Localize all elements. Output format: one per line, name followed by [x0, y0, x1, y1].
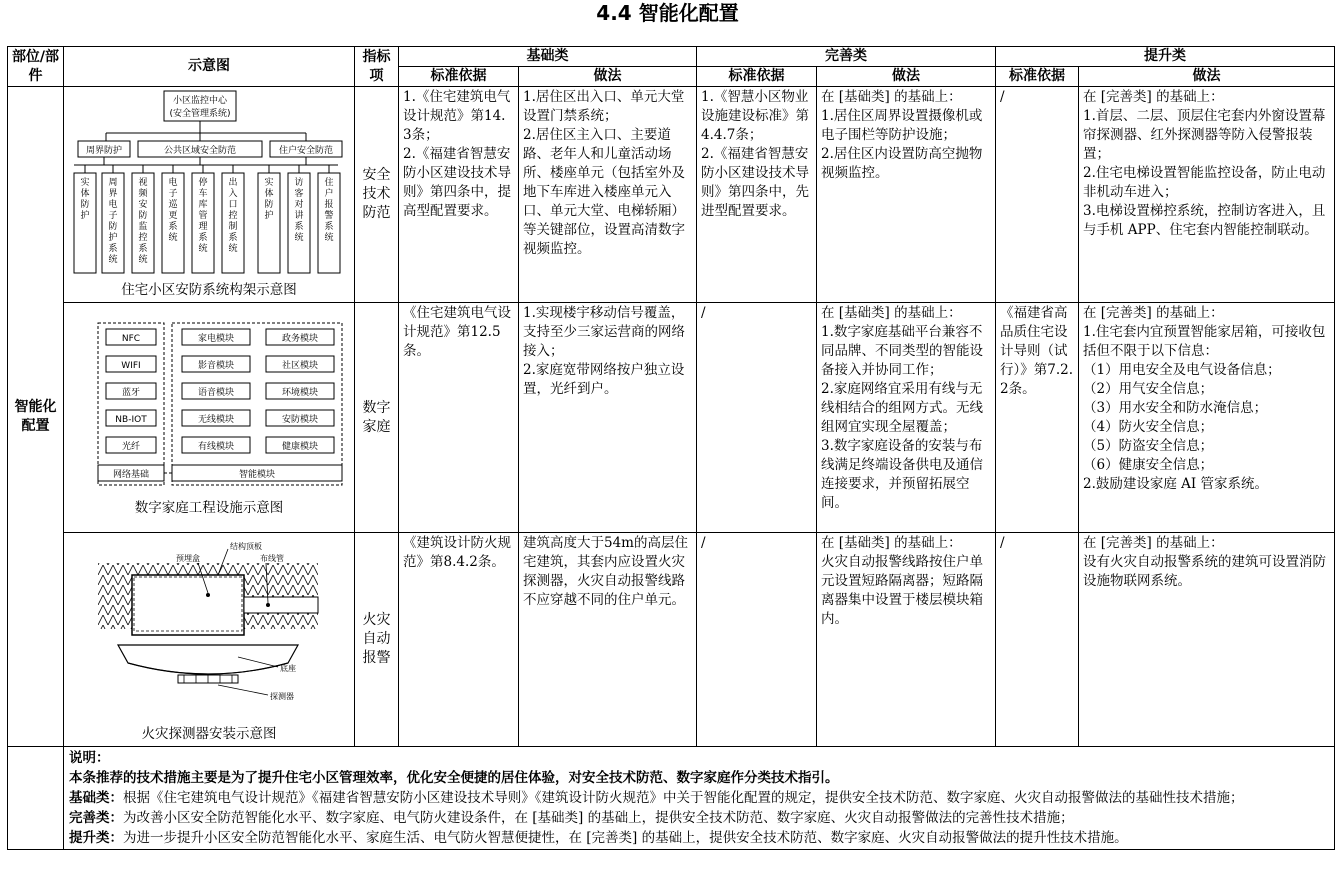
- home-module-label: 无线模块: [197, 415, 235, 425]
- improve-basis-cell: [697, 303, 817, 533]
- table-row: [8, 87, 1335, 303]
- cell-line: （1）用电安全及电气设备信息；: [1083, 362, 1281, 378]
- header-improve-method: 做法: [817, 67, 996, 87]
- cell-line: 在 [基础类] 的基础上：: [821, 535, 962, 551]
- cell-line: /: [1000, 535, 1005, 551]
- fire-label-base: 底座: [280, 664, 296, 673]
- cell-line: 建筑高度大于54m的高层住宅建筑，其套内应设置火灾探测器，火灾自动报警线路不应穿越不同的住户单元。: [523, 535, 688, 608]
- cell-line: 《建筑设计防火规范》第8.4.2条。: [403, 535, 511, 570]
- home-module-label: 家电模块: [197, 334, 235, 344]
- home-module-label: 社区模块: [281, 361, 319, 371]
- basic-method-cell: [519, 303, 697, 533]
- notes-row: [8, 747, 1335, 850]
- diagram-group-label: 公共区域安全防范: [163, 146, 237, 156]
- diagram-center-sublabel: (安全管理系统): [169, 109, 231, 119]
- home-diagram-cell: [64, 303, 355, 533]
- cell-line: /: [701, 305, 706, 321]
- basic-basis-cell: [399, 533, 519, 747]
- notes-improve-label: 完善类：: [69, 810, 123, 826]
- home-module-label: 光纤: [121, 442, 141, 452]
- cell-line: 1.《住宅建筑电气设计规范》第14.3条；: [403, 89, 511, 143]
- diagram-leaf-label: 视频安防监控系统: [138, 178, 148, 265]
- spec-table: [7, 46, 1335, 850]
- cell-line: 2.住宅电梯设置智能监控设备，防止电动非机动车进入；: [1083, 165, 1326, 200]
- cell-line: 1.首层、二层、顶层住宅套内外窗设置幕帘探测器、红外探测器等防入侵警报装置；: [1083, 108, 1326, 162]
- cell-line: 火灾自动报警线路按住户单元设置短路隔离器；短路隔离器集中设置于楼层模块箱内。: [821, 554, 983, 627]
- page-title: 4.4 智能化配置: [596, 1, 739, 25]
- cell-line: （2）用气安全信息；: [1083, 381, 1214, 397]
- cell-line: 1.住宅套内宜预置智能家居箱，可接收包括但不限于以下信息：: [1083, 324, 1326, 359]
- notes-heading: 说明：: [69, 750, 110, 766]
- upgrade-basis-cell: [996, 533, 1079, 747]
- cell-line: （6）健康安全信息；: [1083, 457, 1214, 473]
- cell-line: /: [701, 535, 706, 551]
- part-name: 智能化配置: [8, 87, 64, 747]
- cell-line: 在 [完善类] 的基础上：: [1083, 89, 1224, 105]
- cell-line: 1.居住区出入口、单元大堂设置门禁系统；: [523, 89, 685, 124]
- basic-method-cell: [519, 533, 697, 747]
- diagram-caption: 住宅小区安防系统构架示意图: [121, 282, 297, 298]
- fire-label-roof: 结构顶板: [230, 542, 262, 551]
- cell-line: 在 [完善类] 的基础上：: [1083, 305, 1224, 321]
- cell-line: 1.数字家庭基础平台兼容不同品牌、不同类型的智能设备接入并协同工作；: [821, 324, 983, 378]
- header-upgrade: 提升类: [996, 47, 1335, 67]
- index-item: 火灾自动报警: [355, 533, 399, 747]
- header-basic: 基础类: [399, 47, 697, 67]
- fire-label-conduit: 布线管: [260, 554, 284, 563]
- upgrade-method-cell: [1079, 303, 1335, 533]
- network-base-label: 网络基础: [112, 470, 150, 480]
- diagram-center-label: 小区监控中心: [172, 96, 228, 106]
- cell-line: （4）防火安全信息；: [1083, 419, 1214, 435]
- home-module-label: NFC: [121, 334, 141, 344]
- home-module-label: 环境模块: [281, 388, 319, 398]
- header-improve-basis: 标准依据: [697, 67, 817, 87]
- header-improve: 完善类: [697, 47, 996, 67]
- cell-line: 1.居住区周界设置摄像机或电子围栏等防护设施；: [821, 108, 983, 143]
- cell-line: 2.鼓励建设家庭 AI 管家系统。: [1083, 476, 1269, 492]
- fire-label-box: 预埋盒: [176, 554, 200, 563]
- upgrade-basis-cell: [996, 87, 1079, 303]
- fire-label-detector: 探测器: [270, 692, 294, 701]
- notes-upgrade-text: 为进一步提升小区安全防范智能化水平、家庭生活、电气防火智慧便捷性，在 [完善类] 的基础上，提供安全技术防范、数字家庭、火灾自动报警做法的提升性技术措施。: [123, 830, 1128, 846]
- fire-detector-diagram: [68, 535, 350, 719]
- cell-line: 2.《福建省智慧安防小区建设技术导则》第四条中，先进型配置要求。: [701, 146, 809, 219]
- improve-method-cell: [817, 87, 996, 303]
- fire-diagram-cell: [64, 533, 355, 747]
- security-architecture-diagram: [68, 89, 350, 275]
- diagram-leaf-label: 出入口控制系统: [228, 178, 238, 254]
- home-module-label: 蓝牙: [121, 388, 141, 398]
- header-basic-method: 做法: [519, 67, 697, 87]
- improve-method-cell: [817, 303, 996, 533]
- cell-line: /: [1000, 89, 1005, 105]
- cell-line: 在 [基础类] 的基础上：: [821, 89, 962, 105]
- notes-upgrade-label: 提升类：: [69, 830, 123, 846]
- header-index: 指标项: [355, 47, 399, 87]
- diagram-leaf-label: 停车库管理系统: [198, 178, 208, 254]
- cell-line: 2.居住区内设置防高空抛物视频监控。: [821, 146, 983, 181]
- cell-line: 设有火灾自动报警系统的建筑可设置消防设施物联网系统。: [1083, 554, 1326, 589]
- header-upgrade-basis: 标准依据: [996, 67, 1079, 87]
- diagram-leaf-label: 实体防护: [264, 178, 274, 221]
- diagram-leaf-label: 周界电子防护系统: [108, 178, 118, 265]
- basic-basis-cell: [399, 303, 519, 533]
- home-module-label: 政务模块: [281, 334, 319, 344]
- cell-line: 2.《福建省智慧安防小区建设技术导则》第四条中，提高型配置要求。: [403, 146, 511, 219]
- header-diagram: 示意图: [64, 47, 355, 87]
- table-row: [8, 303, 1335, 533]
- index-item: 数字家庭: [355, 303, 399, 533]
- header-basic-basis: 标准依据: [399, 67, 519, 87]
- home-module-label: WIFI: [121, 361, 141, 371]
- smart-module-label: 智能模块: [238, 470, 276, 480]
- notes-improve-text: 为改善小区安全防范智能化水平、数字家庭、电气防火建设条件，在 [基础类] 的基础上，提供安全技术防范、数字家庭、火灾自动报警做法的完善性技术措施；: [123, 810, 1074, 826]
- upgrade-method-cell: [1079, 87, 1335, 303]
- index-item: 安全技术防范: [355, 87, 399, 303]
- cell-line: 1.实现楼宇移动信号覆盖，支持至少三家运营商的网络接入；: [523, 305, 685, 359]
- cell-line: 2.家庭网络宜采用有线与无线相结合的组网方式。无线组网宜实现全屋覆盖；: [821, 381, 983, 435]
- cell-line: 《住宅建筑电气设计规范》第12.5条。: [403, 305, 511, 359]
- home-module-label: 语音模块: [197, 388, 235, 398]
- notes-basic-text: 根据《住宅建筑电气设计规范》《福建省智慧安防小区建设技术导则》《建筑设计防火规范》中关于智能化配置的规定，提供安全技术防范、数字家庭、火灾自动报警做法的基础性技术措施；: [123, 790, 1244, 806]
- diagram-leaf-label: 实体防护: [80, 178, 90, 221]
- header-part: 部位/部件: [8, 47, 64, 87]
- cell-line: 《福建省高品质住宅设计导则（试行）》第7.2.2条。: [1000, 305, 1074, 397]
- diagram-caption: 火灾探测器安装示意图: [141, 726, 277, 742]
- upgrade-method-cell: [1079, 533, 1335, 747]
- basic-method-cell: [519, 87, 697, 303]
- digital-home-diagram: [68, 317, 350, 493]
- home-module-label: 有线模块: [197, 442, 235, 452]
- diagram-caption: 数字家庭工程设施示意图: [134, 500, 284, 516]
- diagram-leaf-label: 访客对讲系统: [294, 178, 304, 243]
- diagram-group-label: 周界防护: [85, 146, 123, 156]
- upgrade-basis-cell: [996, 303, 1079, 533]
- home-module-label: 健康模块: [281, 442, 319, 452]
- diagram-leaf-label: 电子巡更系统: [168, 178, 178, 243]
- cell-line: （3）用水安全和防水淹信息；: [1083, 400, 1268, 416]
- notes-basic-label: 基础类：: [69, 790, 123, 806]
- cell-line: 2.家庭宽带网络按户独立设置，光纤到户。: [523, 362, 685, 397]
- security-diagram-cell: [64, 87, 355, 303]
- table-row: [8, 533, 1335, 747]
- improve-basis-cell: [697, 533, 817, 747]
- cell-line: 3.数字家庭设备的安装与布线满足终端设备供电及通信连接要求，并预留拓展空间。: [821, 438, 983, 511]
- home-module-label: 安防模块: [281, 415, 319, 425]
- diagram-leaf-label: 住户报警系统: [324, 178, 334, 243]
- basic-basis-cell: [399, 87, 519, 303]
- improve-basis-cell: [697, 87, 817, 303]
- cell-line: 1.《智慧小区物业设施建设标准》第4.4.7条；: [701, 89, 809, 143]
- diagram-group-label: 住户安全防范: [278, 146, 334, 156]
- cell-line: （5）防盗安全信息；: [1083, 438, 1214, 454]
- cell-line: 在 [完善类] 的基础上：: [1083, 535, 1224, 551]
- notes: [64, 747, 1335, 850]
- header-upgrade-method: 做法: [1079, 67, 1335, 87]
- improve-method-cell: [817, 533, 996, 747]
- home-module-label: NB-IOT: [115, 415, 147, 425]
- cell-line: 3.电梯设置梯控系统，控制访客进入，且与手机 APP、住宅套内智能控制联动。: [1083, 203, 1326, 238]
- home-module-label: 影音模块: [197, 361, 235, 371]
- cell-line: 在 [基础类] 的基础上：: [821, 305, 962, 321]
- cell-line: 2.居住区主入口、主要道路、老年人和儿童活动场所、楼座单元（包括室外及地下车库进入楼座单元入口、单元大堂、电梯轿厢）等关键部位，设置高清数字视频监控。: [523, 127, 685, 257]
- notes-intro: 本条推荐的技术措施主要是为了提升住宅小区管理效率，优化安全便捷的居住体验，对安全技术防范、数字家庭作分类技术指引。: [69, 770, 839, 786]
